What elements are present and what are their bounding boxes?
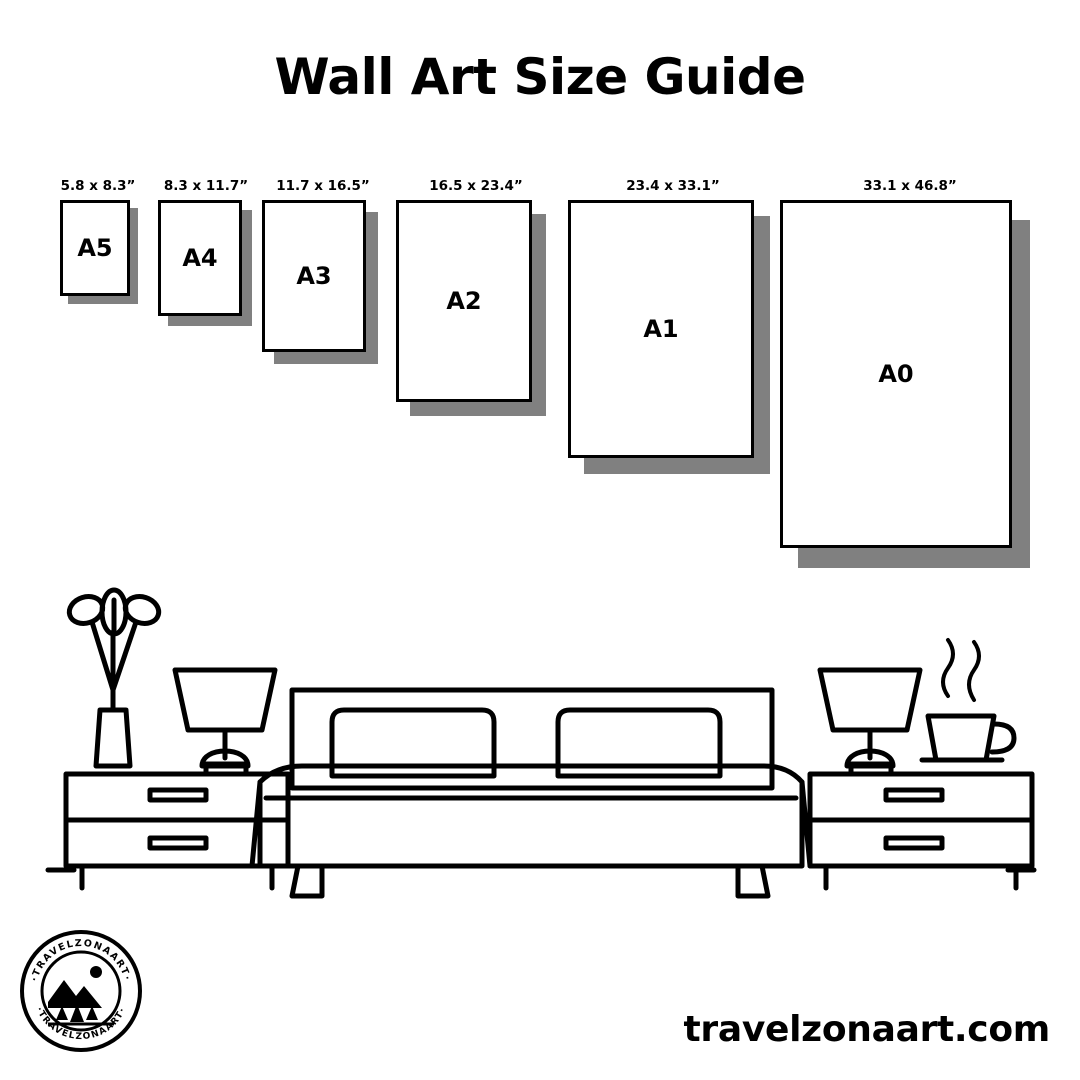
frame-box-a3 xyxy=(262,200,366,352)
frame-box-a4 xyxy=(158,200,242,316)
logo-bottom-text: ·TRAVELZONAART· xyxy=(33,1005,129,1043)
moon-icon xyxy=(90,966,102,978)
bedroom-illustration xyxy=(30,570,1050,910)
left-table-lamp xyxy=(175,670,275,774)
frame-label: A3 xyxy=(296,262,332,290)
plant-vase xyxy=(66,590,162,766)
frame-label: A5 xyxy=(77,234,113,262)
trees-icon xyxy=(56,1004,98,1022)
website-url: travelzonaart.com xyxy=(683,1009,1050,1050)
mountain-icon xyxy=(48,980,102,1008)
frame-group-a5 xyxy=(60,178,136,308)
frame-dimension-label: 5.8 x 8.3” xyxy=(60,178,136,194)
right-table-lamp xyxy=(820,670,920,774)
frame-group-a2 xyxy=(396,178,556,428)
frame-box-a1 xyxy=(568,200,754,458)
frame-group-a3 xyxy=(262,178,384,378)
page-title: Wall Art Size Guide xyxy=(274,48,806,106)
frame-dimension-label: 33.1 x 46.8” xyxy=(863,178,957,194)
frame-label: A4 xyxy=(182,244,218,272)
frame-box-a2 xyxy=(396,200,532,402)
frame-label: A1 xyxy=(643,315,679,343)
frame-box-a5 xyxy=(60,200,130,296)
frame-group-a4 xyxy=(158,178,254,328)
frame-group-a0 xyxy=(780,178,1040,598)
frame-dimension-label: 23.4 x 33.1” xyxy=(626,178,720,194)
frame-label: A2 xyxy=(446,287,482,315)
bed xyxy=(252,690,810,896)
brand-logo xyxy=(18,928,144,1054)
frame-dimension-label: 11.7 x 16.5” xyxy=(276,178,370,194)
right-nightstand xyxy=(810,774,1032,888)
frame-group-a1 xyxy=(568,178,778,498)
frame-dimension-label: 8.3 x 11.7” xyxy=(163,178,249,194)
frame-box-a0 xyxy=(780,200,1012,548)
coffee-cup xyxy=(922,640,1014,760)
frame-label: A0 xyxy=(878,360,914,388)
logo-top-text: ·TRAVELZONAART· xyxy=(29,937,133,983)
frame-dimension-label: 16.5 x 23.4” xyxy=(429,178,523,194)
